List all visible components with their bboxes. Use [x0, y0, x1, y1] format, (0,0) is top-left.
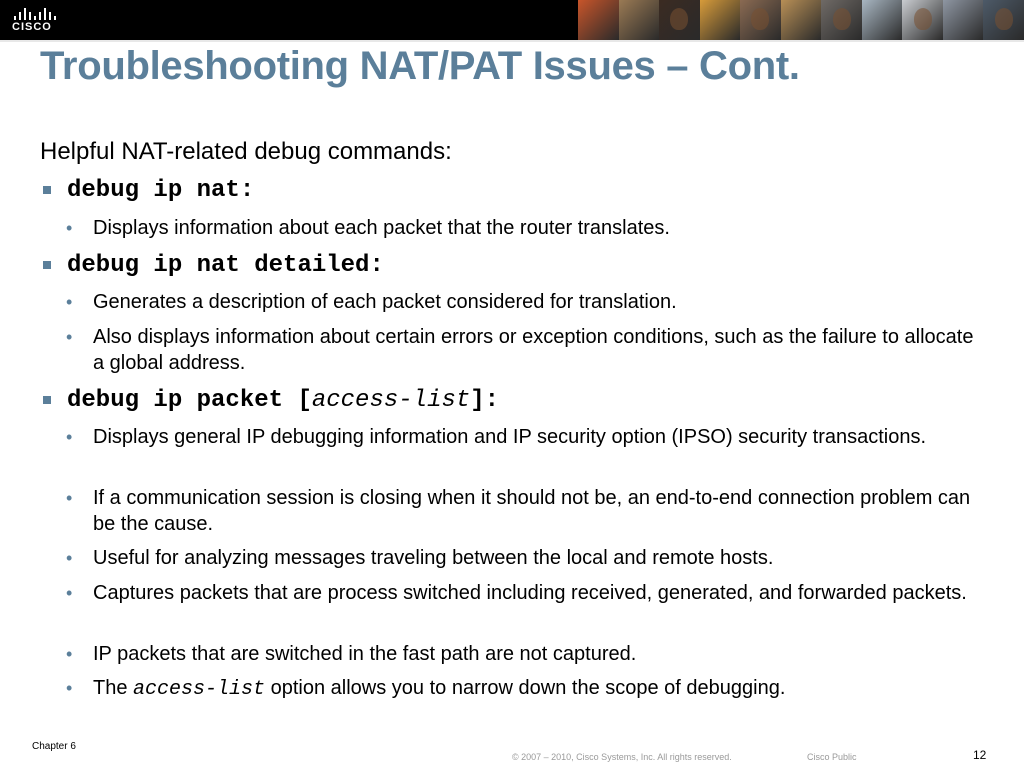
bullet-dot-icon: •: [66, 292, 73, 312]
header-photo: [781, 0, 822, 40]
header-bar: [0, 0, 1024, 40]
bullet-dot-icon: •: [66, 644, 73, 664]
command-text: debug ip packet [access-list]:: [67, 387, 500, 414]
bullet-dot-icon: •: [66, 583, 73, 603]
command-argument: access-list: [311, 387, 471, 414]
header-photo: [821, 0, 862, 40]
person-face-icon: [995, 8, 1013, 30]
header-photo: [983, 0, 1024, 40]
page-title: Troubleshooting NAT/PAT Issues – Cont.: [40, 44, 800, 88]
header-photo: [862, 0, 903, 40]
header-photo: [740, 0, 781, 40]
person-face-icon: [751, 8, 769, 30]
person-face-icon: [833, 8, 851, 30]
bullet-dot-icon: •: [66, 327, 73, 347]
header-photo: [619, 0, 660, 40]
bullet-dot-icon: •: [66, 427, 73, 447]
command-text: debug ip nat detailed:: [67, 252, 384, 279]
bullet-dot-icon: •: [66, 548, 73, 568]
cisco-bars-icon: [14, 6, 58, 20]
intro-text: Helpful NAT-related debug commands:: [40, 138, 452, 165]
cisco-logo: [10, 6, 62, 36]
footer-classification: Cisco Public: [807, 752, 857, 762]
header-photo: [700, 0, 741, 40]
header-photo: [943, 0, 984, 40]
header-photo: [902, 0, 943, 40]
square-bullet-icon: [43, 396, 51, 404]
square-bullet-icon: [43, 261, 51, 269]
header-divider: [0, 40, 1024, 42]
square-bullet-icon: [43, 186, 51, 194]
cisco-logo-text: CISCO: [12, 21, 52, 33]
inline-code: access-list: [133, 678, 266, 701]
footer-copyright: © 2007 – 2010, Cisco Systems, Inc. All rights reserved.: [512, 752, 732, 762]
photo-strip: [578, 0, 1024, 40]
person-face-icon: [914, 8, 932, 30]
header-photo: [578, 0, 619, 40]
page-number: 12: [973, 748, 987, 762]
person-face-icon: [670, 8, 688, 30]
command-text: debug ip nat:: [67, 177, 255, 204]
bullet-dot-icon: •: [66, 218, 73, 238]
footer-chapter: Chapter 6: [32, 741, 76, 752]
header-photo: [659, 0, 700, 40]
bullet-dot-icon: •: [66, 488, 73, 508]
bullet-dot-icon: •: [66, 678, 73, 698]
